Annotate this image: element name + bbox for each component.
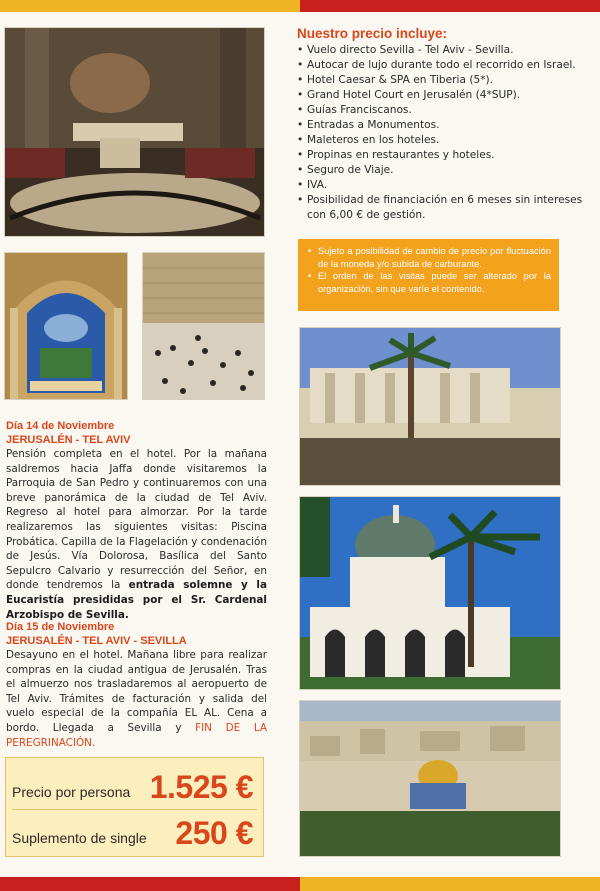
list-item: • Seguro de Viaje. (297, 163, 587, 178)
day-14-highlight: entrada solemne y la Eucaristía presididas por el Sr. Cardenal Arzobispo de Sevilla. (6, 579, 268, 621)
notice-item: • Sujeto a posibilidad de cambio de precio por fluctuación de la moneda y/o subida de carburante. (308, 245, 551, 270)
top-bar-red (300, 0, 600, 12)
list-item: • IVA. (297, 178, 587, 193)
list-item: • Hotel Caesar & SPA en Tiberia (5*). (297, 73, 587, 88)
list-item: • Grand Hotel Court en Jerusalén (4*SUP). (297, 88, 587, 103)
list-item: • Autocar de lujo durante todo el recorrido en Israel. (297, 58, 587, 73)
photo-jerusalem-panorama (299, 700, 561, 857)
day-14-section (6, 419, 267, 622)
photo-beatitudes-church (299, 496, 561, 690)
notice-item: • El orden de las visitas puede ser alterado por la organización, sin que varíe el contenido. (308, 270, 551, 295)
price-box (5, 757, 264, 857)
bottom-color-bar (0, 877, 600, 891)
day-15-route: JERUSALÉN - TEL AVIV - SEVILLA (6, 635, 187, 647)
bottom-bar-red (0, 877, 300, 891)
day-15-section (6, 620, 267, 750)
price-row-per-person (12, 764, 253, 808)
list-item: • Entradas a Monumentos. (297, 118, 587, 133)
single-value: 250 € (175, 815, 253, 851)
bottom-bar-yellow (300, 877, 600, 891)
top-color-bar (0, 0, 600, 12)
day-14-route: JERUSALÉN - TEL AVIV (6, 434, 131, 446)
photo-western-wall (142, 252, 265, 400)
day-14-text (6, 447, 267, 622)
list-item: • Guías Franciscanos. (297, 103, 587, 118)
photo-capernaum-ruins (299, 327, 561, 486)
price-includes-section (297, 26, 587, 223)
per-person-label: Precio por persona (12, 784, 131, 800)
includes-title: Nuestro precio incluye: (297, 26, 448, 41)
list-item: • Vuelo directo Sevilla - Tel Aviv - Sevilla. (297, 43, 587, 58)
day-15-body: Desayuno en el hotel. Mañana libre para realizar compras en la ciudad antigua de Jerusalén. Tras el almuerzo nos trasladaremos al aeropuerto de Tel Aviv. Trámites de facturación y salida del vuelo especial de la compañía EL AL. Cena a bordo. Llegada a Sevilla y (6, 649, 267, 734)
day-14-body: Pensión completa en el hotel. Por la mañana saldremos hacia Jaffa donde visitaremos la Parroquia de San Pedro y continuaremos con una breve panorámica de la ciudad de Tel Aviv. Regreso al hotel para almorzar. Por la tarde realizaremos las siguientes visitas: Piscina Probática. Capilla de la Flagelación y condenación de Jesús. Vía Dolorosa, Basílica del Santo Sepulcro Calvario y resurrección del Señor, en donde tendremos la (6, 448, 267, 592)
includes-list (297, 43, 587, 223)
list-item: • Propinas en restaurantes y hoteles. (297, 148, 587, 163)
notice-box (298, 239, 559, 311)
photo-mosaic-apse (4, 252, 128, 400)
top-bar-yellow (0, 0, 300, 12)
list-item: • Posibilidad de financiación en 6 meses sin intereses con 6,00 € de gestión. (297, 193, 587, 223)
single-label: Suplemento de single (12, 830, 147, 846)
list-item: • Maleteros en los hoteles. (297, 133, 587, 148)
day-14-date: Día 14 de Noviembre (6, 420, 115, 432)
day-15-end: FIN DE LA PEREGRINACIÓN. (6, 721, 267, 749)
price-row-single (12, 810, 253, 854)
per-person-value: 1.525 € (149, 769, 253, 805)
day-15-text (6, 648, 267, 750)
day-15-date: Día 15 de Noviembre (6, 621, 115, 633)
photo-church-interior (4, 27, 265, 237)
